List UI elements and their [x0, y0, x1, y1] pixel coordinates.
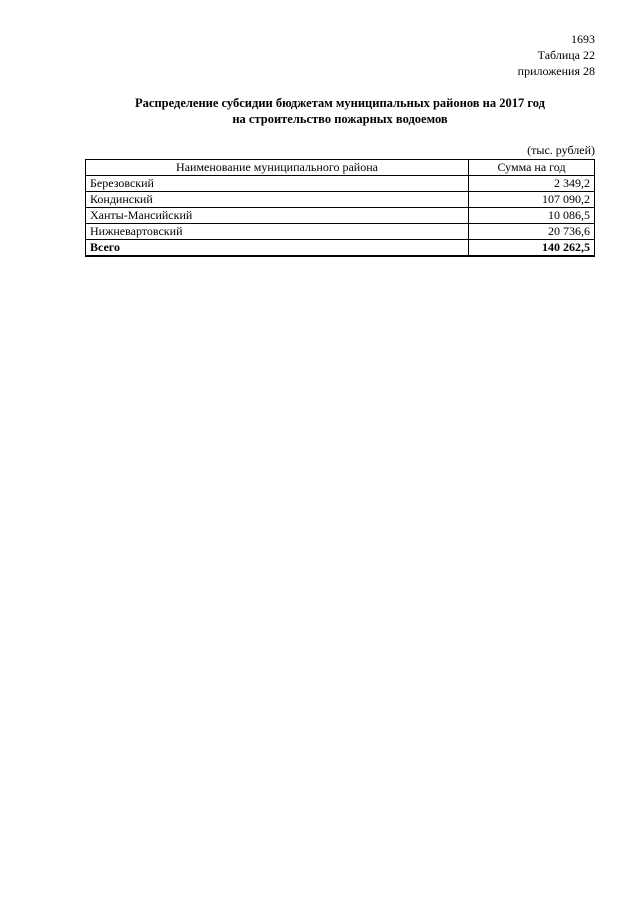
district-name: Кондинский	[86, 192, 469, 208]
total-row	[86, 240, 595, 257]
subsidy-table	[85, 159, 595, 257]
table-row	[86, 192, 595, 208]
table-reference: Таблица 22	[537, 48, 595, 62]
page-header	[518, 31, 595, 79]
document-title	[60, 95, 620, 127]
page-number: 1693	[571, 32, 595, 46]
column-header-amount: Сумма на год	[469, 160, 595, 176]
district-amount: 20 736,6	[469, 224, 595, 240]
district-name: Нижневартовский	[86, 224, 469, 240]
table-row	[86, 176, 595, 192]
table-header-row	[86, 160, 595, 176]
total-amount: 140 262,5	[469, 240, 595, 257]
district-amount: 2 349,2	[469, 176, 595, 192]
table-row	[86, 224, 595, 240]
district-amount: 107 090,2	[469, 192, 595, 208]
appendix-reference: приложения 28	[517, 64, 595, 78]
title-line-1: Распределение субсидии бюджетам муниципальных районов на 2017 год	[135, 96, 545, 110]
units-note: (тыс. рублей)	[527, 143, 595, 157]
district-name: Березовский	[86, 176, 469, 192]
total-label: Всего	[86, 240, 469, 257]
title-line-2: на строительство пожарных водоемов	[232, 112, 448, 126]
district-amount: 10 086,5	[469, 208, 595, 224]
district-name: Ханты-Мансийский	[86, 208, 469, 224]
table-row	[86, 208, 595, 224]
column-header-district: Наименование муниципального района	[86, 160, 469, 176]
